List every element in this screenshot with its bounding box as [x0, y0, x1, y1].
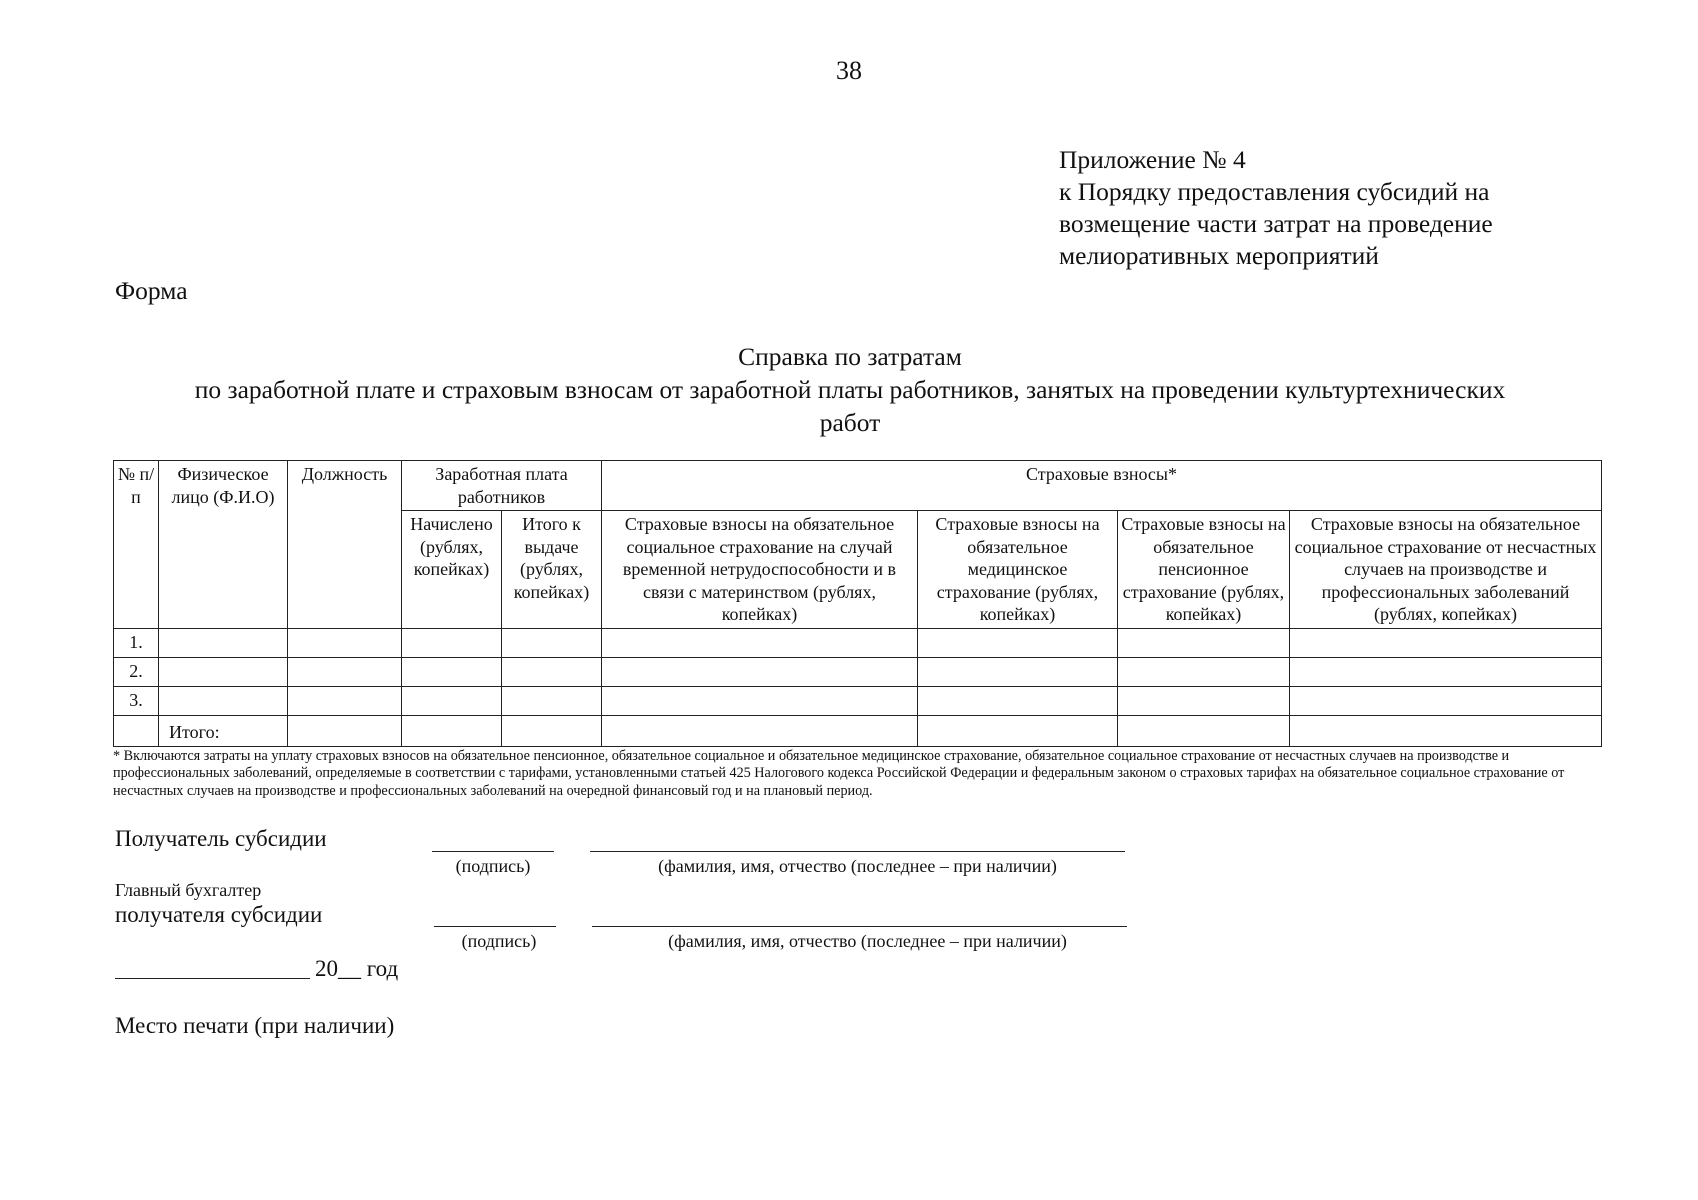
appendix-line-1: Приложение № 4 [1059, 145, 1246, 174]
total-label: Итого: [159, 715, 288, 746]
accountant-name-line [592, 926, 1127, 927]
cell-position [288, 686, 402, 715]
cell-position [288, 715, 402, 746]
date-year-text: 20__ год [315, 956, 399, 981]
header-pension-insurance: Страховые взносы на обязательное пенсионное страхование (рублях, копейках) [1118, 511, 1290, 629]
header-accident-insurance: Страховые взносы на обязательное социальное страхование от несчастных случаев на производстве и профессиональных заболеваний (рублях, копейках) [1290, 511, 1602, 629]
table-row [114, 686, 1602, 715]
cell-person [159, 686, 288, 715]
cell-payout [502, 686, 602, 715]
header-position: Должность [288, 461, 402, 629]
header-person: Физическое лицо (Ф.И.О) [159, 461, 288, 629]
accountant-signature-line [434, 926, 556, 927]
title-line-3: работ [819, 408, 881, 437]
appendix-line-4: мелиоративных мероприятий [1059, 241, 1379, 270]
header-num: № п/п [114, 461, 159, 629]
cell-social [602, 715, 918, 746]
cell-payout [502, 628, 602, 657]
cell-accrued [402, 657, 502, 686]
row-number: 1. [114, 628, 159, 657]
cell-person [159, 628, 288, 657]
cell-social [602, 628, 918, 657]
header-contributions-group: Страховые взносы* [602, 461, 1602, 511]
form-label: Форма [115, 276, 188, 305]
header-medical-insurance: Страховые взносы на обязательное медицинское страхование (рублях, копейках) [918, 511, 1118, 629]
cell-payout [502, 657, 602, 686]
cell-medical [918, 657, 1118, 686]
accountant-signature-caption: (подпись) [461, 931, 537, 951]
cell-accident [1290, 657, 1602, 686]
page-number: 38 [836, 56, 862, 85]
recipient-label: Получатель субсидии [115, 826, 327, 851]
cell-accident [1290, 686, 1602, 715]
stamp-label: Место печати (при наличии) [115, 1013, 395, 1038]
cell-accrued [402, 686, 502, 715]
cell-accrued [402, 715, 502, 746]
row-number: 2. [114, 657, 159, 686]
appendix-header [1059, 144, 1679, 272]
recipient-signature-line [432, 851, 554, 852]
recipient-name-caption: (фамилия, имя, отчество (последнее – при наличии) [658, 856, 1057, 876]
cell-medical [918, 628, 1118, 657]
cell-pension [1118, 715, 1290, 746]
cell-accident [1290, 715, 1602, 746]
footnote: * Включаются затраты на уплату страховых взносов на обязательное пенсионное, обязательное социальное и обязательное медицинское страхование, обязательное социальное страхование от несчастных случаев на производстве и профессиональных заболеваний, определяемые в соответствии с тарифами, установленными статьей 425 Налогового кодекса Российской Федерации и федеральным законом о страховых тарифах на обязательное социальное страхование от несчастных случаев на производстве и профессиональных заболеваний на очередной финансовый год и на плановый период. [113, 748, 1565, 799]
header-salary-group: Заработная плата работников [402, 461, 602, 511]
cell-accident [1290, 628, 1602, 657]
table-row [114, 657, 1602, 686]
header-payout: Итого к выдаче (рублях, копейках) [502, 511, 602, 629]
table-row [114, 628, 1602, 657]
appendix-line-2: к Порядку предоставления субсидий на [1059, 177, 1490, 206]
cost-report-table [113, 460, 1602, 747]
cell-position [288, 628, 402, 657]
cell-medical [918, 715, 1118, 746]
date-line [115, 978, 310, 979]
appendix-line-3: возмещение части затрат на проведение [1059, 209, 1493, 238]
title-line-2: по заработной плате и страховым взносам от заработной платы работников, занятых на проведении культуртехнических [194, 375, 1506, 404]
cell-medical [918, 686, 1118, 715]
recipient-signature-caption: (подпись) [455, 856, 531, 876]
cell-social [602, 686, 918, 715]
cell-person [159, 657, 288, 686]
cell-payout [502, 715, 602, 746]
cell-position [288, 657, 402, 686]
header-row-1 [114, 461, 1602, 511]
cell-pension [1118, 686, 1290, 715]
recipient-name-line [590, 851, 1125, 852]
title-line-1: Справка по затратам [738, 342, 962, 371]
row-number: 3. [114, 686, 159, 715]
accountant-name-caption: (фамилия, имя, отчество (последнее – при наличии) [668, 931, 1067, 951]
table-total-row [114, 715, 1602, 746]
accountant-label-line-1: Главный бухгалтер [115, 880, 262, 900]
cell-accrued [402, 628, 502, 657]
cell-social [602, 657, 918, 686]
cell-pension [1118, 657, 1290, 686]
header-social-insurance: Страховые взносы на обязательное социальное страхование на случай временной нетрудоспособности и в связи с материнством (рублях, копейках) [602, 511, 918, 629]
cell-pension [1118, 628, 1290, 657]
accountant-label-line-2: получателя субсидии [115, 902, 323, 927]
cell-empty [114, 715, 159, 746]
document-title [110, 340, 1590, 439]
header-accrued: Начислено (рублях, копейках) [402, 511, 502, 629]
